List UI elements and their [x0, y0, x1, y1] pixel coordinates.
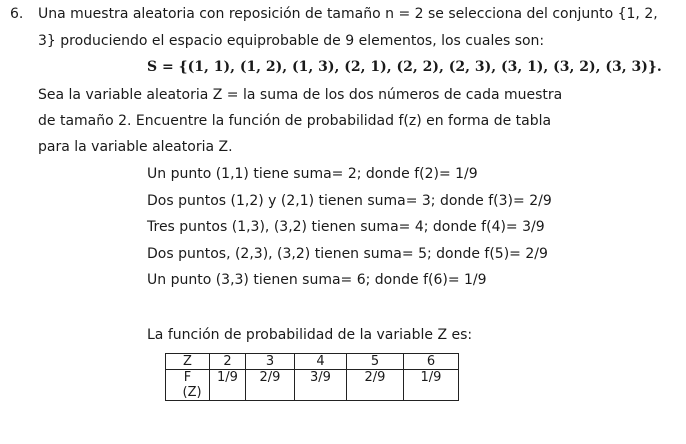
problem-number: 6.: [10, 6, 24, 22]
table-cell: 2/9: [246, 370, 295, 401]
table-header-cell: 4: [295, 354, 347, 370]
solution-line-2: Dos puntos (1,2) y (2,1) tienen suma= 3; donde f(3)= 2/9: [147, 193, 552, 209]
solution-line-3: Tres puntos (1,3), (3,2) tienen suma= 4; donde f(4)= 3/9: [147, 219, 545, 235]
question-line-3: para la variable aleatoria Z.: [38, 139, 233, 155]
table-cell-fz-label: [166, 370, 210, 401]
statement-line-1: Una muestra aleatoria con reposición de tamaño n = 2 se selecciona del conjunto {1, 2,: [38, 6, 658, 22]
table-header-row: [166, 354, 459, 370]
table-header-cell: 2: [210, 354, 246, 370]
table-cell: 3/9: [295, 370, 347, 401]
table-header-cell: 6: [404, 354, 459, 370]
table-cell: 2/9: [347, 370, 404, 401]
table-header-cell: Z: [166, 354, 210, 370]
table-cell: 1/9: [404, 370, 459, 401]
question-line-2: de tamaño 2. Encuentre la función de probabilidad f(z) en forma de tabla: [38, 113, 552, 129]
statement-line-2: 3} produciendo el espacio equiprobable de 9 elementos, los cuales son:: [38, 33, 545, 49]
solution-line-5: Un punto (3,3) tienen suma= 6; donde f(6)= 1/9: [147, 272, 487, 288]
solution-line-4: Dos puntos, (2,3), (3,2) tienen suma= 5; donde f(5)= 2/9: [147, 246, 548, 262]
table-header-cell: 3: [246, 354, 295, 370]
sample-space-formula: S = {(1, 1), (1, 2), (1, 3), (2, 1), (2, 2), (2, 3), (3, 1), (3, 2), (3, 3)}.: [147, 59, 662, 75]
table-intro: La función de probabilidad de la variable Z es:: [147, 327, 473, 343]
question-line-1: Sea la variable aleatoria Z = la suma de los dos números de cada muestra: [38, 87, 563, 103]
solution-line-1: Un punto (1,1) tiene suma= 2; donde f(2)= 1/9: [147, 166, 478, 182]
table-cell: 1/9: [210, 370, 246, 401]
table-header-cell: 5: [347, 354, 404, 370]
table-row: [166, 370, 459, 401]
fz-label-text: F(Z): [182, 370, 202, 400]
probability-table: [165, 353, 459, 401]
